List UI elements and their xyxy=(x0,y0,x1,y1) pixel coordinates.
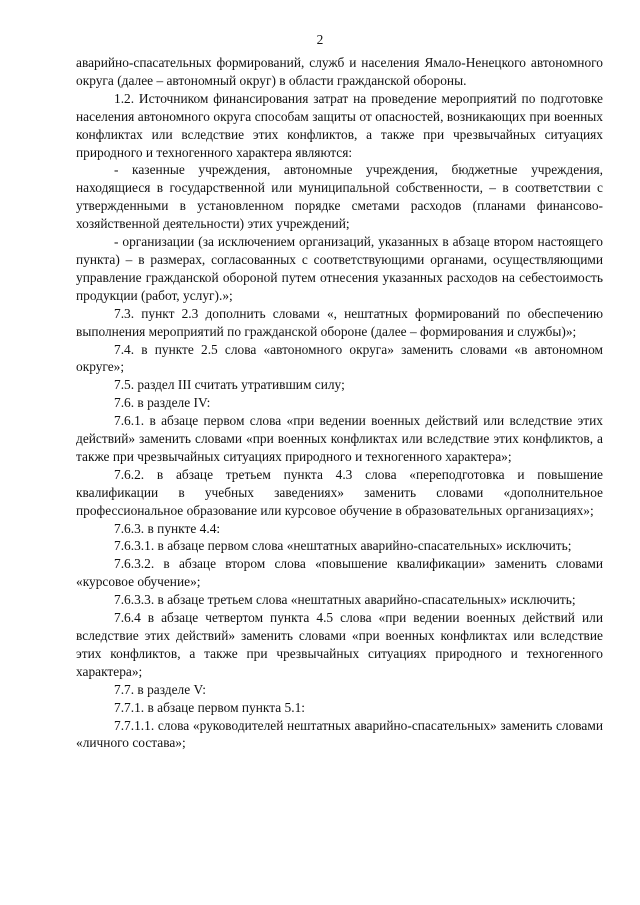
paragraph-7-5: 7.5. раздел III считать утратившим силу; xyxy=(114,377,345,393)
paragraph-7-6-3: 7.6.3. в пункте 4.4: xyxy=(114,520,221,536)
paragraph-list-item-organizations: - организации (за исключением организаций, указанных в абзаце втором настоящего пункта) – в размерах, согласованных с соответствующими органами, осуществляющими управление гражданской обороной путем отнесения указанных расходов на себестоимость продукции (работ, услуг).»; xyxy=(76,234,603,303)
paragraph-7-6-2: 7.6.2. в абзаце третьем пункта 4.3 слова «переподготовка и повышение квалификации в учебных заведениях» заменить словами «дополнительное профессиональное образование или курсовое обучение в образовательных организациях»; xyxy=(76,466,603,518)
paragraph-7-7-1-1: 7.7.1.1. слова «руководителей нештатных аварийно-спасательных» заменить словами «личного состава»; xyxy=(76,717,603,751)
paragraph-7-6: 7.6. в разделе IV: xyxy=(114,395,211,411)
paragraph-list-item-institutions: - казенные учреждения, автономные учреждения, бюджетные учреждения, находящиеся в государственной или муниципальной собственности, – в соответствии с утвержденными в установленном порядке сметами расходов (планами финансово-хозяйственной деятельности) этих учреждений; xyxy=(76,162,603,232)
paragraph-7-7: 7.7. в разделе V: xyxy=(114,681,206,697)
page-number: 2 xyxy=(316,32,324,47)
paragraph-7-3: 7.3. пункт 2.3 дополнить словами «, нештатных формирований по обеспечению выполнения мероприятий по гражданской обороне (далее – формирования и службы)»; xyxy=(76,305,603,339)
paragraph-7-6-1: 7.6.1. в абзаце первом слова «при ведении военных действий или вследствие этих действий» заменить словами «при военных конфликтах или вследствие этих конфликтов, а также при чрезвычайных ситуациях природного и техногенного характера»; xyxy=(76,413,603,464)
paragraph-7-7-1: 7.7.1. в абзаце первом пункта 5.1: xyxy=(114,699,306,715)
paragraph-7-6-3-1: 7.6.3.1. в абзаце первом слова «нештатных аварийно-спасательных» исключить; xyxy=(114,538,572,554)
paragraph-7-6-3-2: 7.6.3.2. в абзаце втором слова «повышение квалификации» заменить словами «курсовое обучение»; xyxy=(76,556,603,590)
document-body xyxy=(76,54,603,752)
paragraph-7-6-3-3: 7.6.3.3. в абзаце третьем слова «нештатных аварийно-спасательных» исключить; xyxy=(114,592,576,608)
paragraph-7-6-4: 7.6.4 в абзаце четвертом пункта 4.5 слова «при ведении военных действий или вследствие этих действий» заменить словами «при военных конфликтах или вследствие этих конфликтов, а также при чрезвычайных ситуациях природного и техногенного характера»; xyxy=(76,610,603,679)
paragraph-continuation: аварийно-спасательных формирований, служб и населения Ямало-Ненецкого автономного округа (далее – автономный округ) в области гражданской обороны. xyxy=(76,55,603,88)
paragraph-1-2: 1.2. Источником финансирования затрат на проведение мероприятий по подготовке населения автономного округа способам защиты от опасностей, возникающих при военных конфликтах или вследствие этих конфликтов, а также при чрезвычайных ситуациях природного и техногенного характера являются: xyxy=(76,90,603,160)
paragraph-7-4: 7.4. в пункте 2.5 слова «автономного округа» заменить словами «в автономном округе»; xyxy=(76,341,603,375)
